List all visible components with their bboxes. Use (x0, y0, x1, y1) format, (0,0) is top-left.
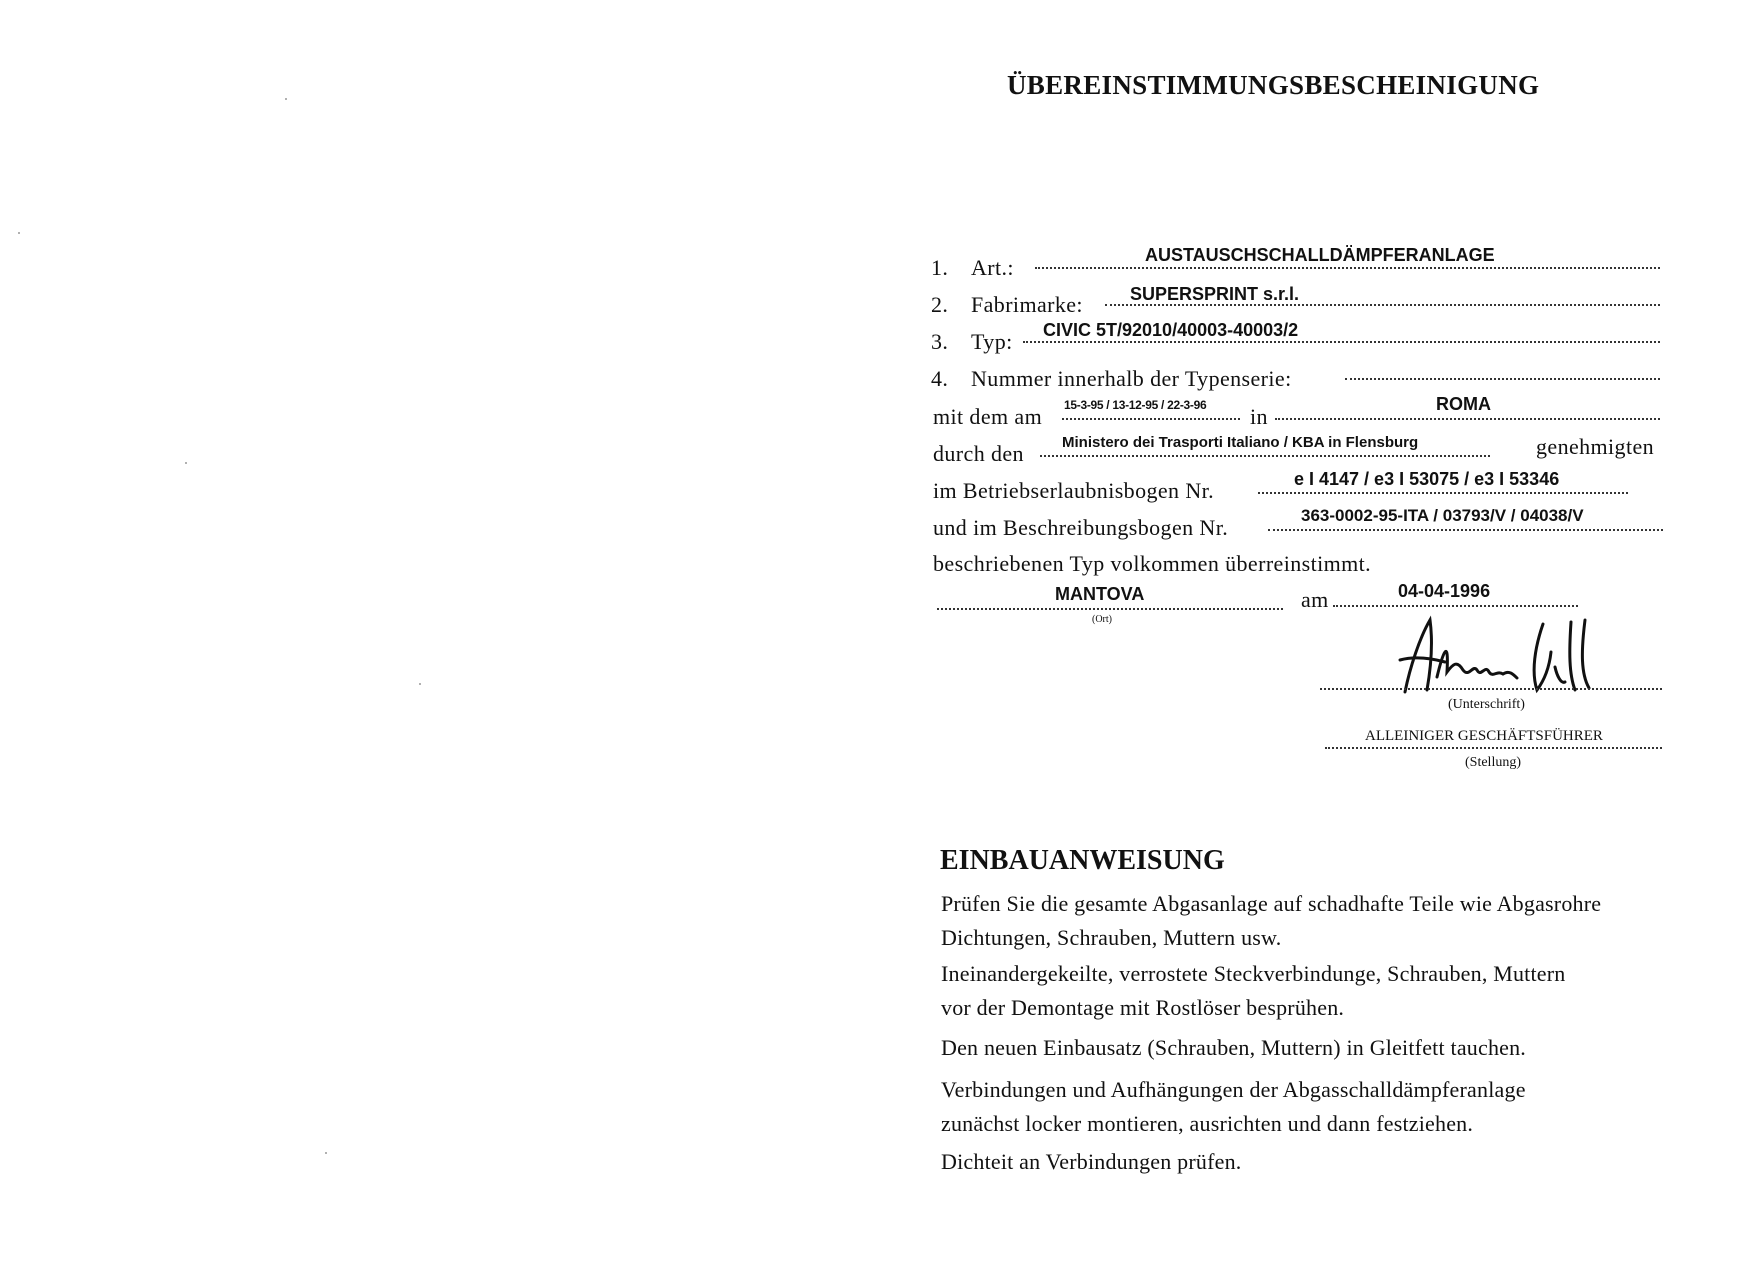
instruction-3-line-1: Den neuen Einbausatz (Schrauben, Muttern) in Gleitfett tauchen. (941, 1035, 1527, 1060)
instruction-1-line-2: Dichtungen, Schrauben, Muttern usw. (941, 925, 1282, 950)
approval-date-dotted-line (1062, 418, 1240, 420)
item-1-label: Art.: (971, 255, 1014, 280)
instruction-4-line-1: Verbindungen und Aufhängungen der Abgasschalldämpferanlage (941, 1077, 1526, 1102)
scan-speck (18, 232, 20, 234)
item-3-number: 3. (931, 329, 949, 354)
scan-speck (185, 462, 187, 464)
authority-label: durch den (933, 441, 1024, 466)
authority-value: Ministero dei Trasporti Italiano / KBA in Flensburg (1062, 434, 1419, 451)
item-3-value: CIVIC 5T/92010/40003-40003/2 (1043, 320, 1299, 340)
permit-label: im Betriebserlaubnisbogen Nr. (933, 478, 1215, 503)
city-dotted-line (937, 608, 1283, 610)
item-2-label: Fabrimarke: (971, 292, 1083, 317)
item-3-dotted-line (1023, 341, 1660, 343)
position-dotted-line (1325, 747, 1662, 749)
permit-value: e I 4147 / e3 I 53075 / e3 I 53346 (1294, 469, 1560, 489)
instructions-heading: EINBAUANWEISUNG (940, 845, 1225, 876)
approved-label: genehmigten (1536, 434, 1655, 459)
permit-dotted-line (1258, 492, 1628, 494)
conformity-text: beschriebenen Typ volkommen überreinstimmt. (933, 551, 1372, 576)
scan-speck (325, 1152, 327, 1154)
instruction-paragraph-2 (941, 957, 1566, 1025)
place-dotted-line (1275, 418, 1660, 420)
signature-caption: (Unterschrift) (1448, 697, 1525, 712)
item-1-dotted-line (1035, 267, 1660, 269)
item-1-number: 1. (931, 255, 949, 280)
signature-dotted-line (1320, 688, 1662, 690)
place-label: in (1250, 404, 1268, 429)
scan-speck (419, 683, 421, 685)
item-4-number: 4. (931, 366, 949, 391)
instruction-2-line-1: Ineinandergekeilte, verrostete Steckverbindunge, Schrauben, Muttern (941, 961, 1566, 986)
date-dotted-line (1333, 605, 1578, 607)
certificate-title: ÜBEREINSTIMMUNGSBESCHEINIGUNG (1007, 70, 1540, 100)
item-1-value: AUSTAUSCHSCHALLDÄMPFERANLAGE (1145, 245, 1495, 265)
city-value: MANTOVA (1055, 584, 1145, 604)
position-caption: (Stellung) (1465, 755, 1521, 770)
instruction-paragraph-4 (941, 1073, 1526, 1141)
position-value: ALLEINIGER GESCHÄFTSFÜHRER (1365, 728, 1603, 744)
authority-dotted-line (1040, 455, 1490, 457)
item-2-value: SUPERSPRINT s.r.l. (1130, 284, 1300, 304)
item-3-label: Typ: (971, 329, 1013, 354)
instruction-paragraph-5 (941, 1145, 1241, 1179)
handwritten-signature (1385, 612, 1625, 697)
description-label: und im Beschreibungsbogen Nr. (933, 515, 1229, 540)
description-value: 363-0002-95-ITA / 03793/V / 04038/V (1301, 506, 1584, 525)
scan-speck (285, 98, 287, 100)
city-caption: (Ort) (1092, 614, 1112, 625)
instruction-1-line-1: Prüfen Sie die gesamte Abgasanlage auf schadhafte Teile wie Abgasrohre (941, 891, 1602, 916)
item-4-label: Nummer innerhalb der Typenserie: (971, 366, 1292, 391)
date-value: 04-04-1996 (1398, 581, 1491, 601)
item-2-number: 2. (931, 292, 949, 317)
description-dotted-line (1268, 529, 1663, 531)
instruction-4-line-2: zunächst locker montieren, ausrichten und dann festziehen. (941, 1111, 1474, 1136)
approval-date-label: mit dem am (933, 404, 1043, 429)
instruction-5-line-1: Dichteit an Verbindungen prüfen. (941, 1149, 1242, 1174)
approval-date-value: 15-3-95 / 13-12-95 / 22-3-96 (1064, 398, 1207, 412)
place-value: ROMA (1436, 394, 1491, 414)
instruction-paragraph-1 (941, 887, 1601, 955)
instruction-paragraph-3 (941, 1031, 1526, 1065)
item-4-dotted-line (1345, 378, 1660, 380)
date-label: am (1301, 587, 1329, 612)
instruction-2-line-2: vor der Demontage mit Rostlöser besprühen. (941, 995, 1345, 1020)
